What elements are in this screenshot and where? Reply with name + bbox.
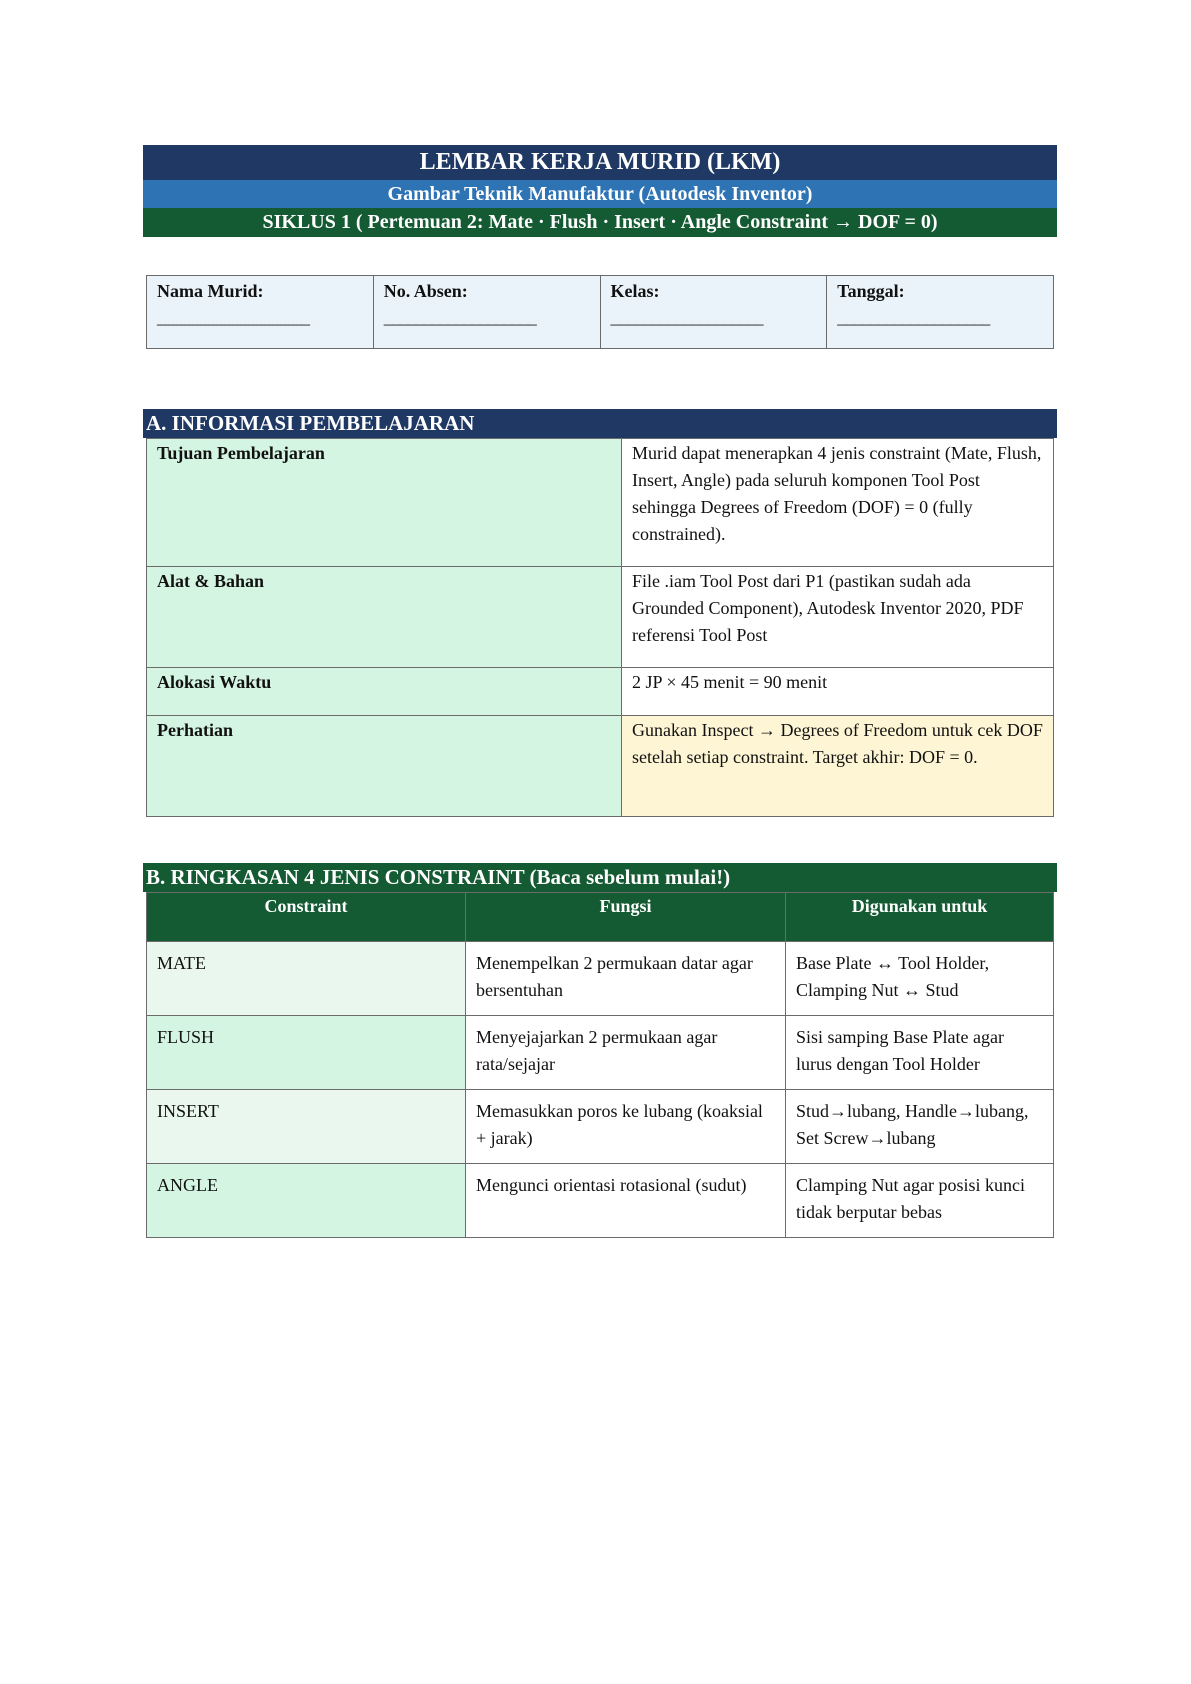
constraint-usage: Clamping Nut agar posisi kunci tidak berputar bebas [786, 1164, 1054, 1238]
constraint-name: FLUSH [147, 1016, 466, 1090]
table-row [147, 439, 1054, 567]
constraint-name: MATE [147, 942, 466, 1016]
field-label: Nama Murid: [157, 281, 264, 301]
fill-line: ___________________ [157, 307, 309, 327]
table-row [147, 1164, 1054, 1238]
field-label: No. Absen: [383, 281, 468, 301]
constraint-function: Memasukkan poros ke lubang (koaksial + jarak) [466, 1090, 786, 1164]
info-value-warning: Gunakan Inspect → Degrees of Freedom untuk cek DOF setelah setiap constraint. Target akhir: DOF = 0. [622, 716, 1054, 817]
field-class[interactable] [600, 276, 827, 349]
info-key: Perhatian [147, 716, 622, 817]
section-a-title: A. INFORMASI PEMBELAJARAN [143, 409, 1057, 438]
worksheet [143, 145, 1057, 1238]
column-header-function: Fungsi [466, 893, 786, 942]
field-attendance-number[interactable] [373, 276, 600, 349]
field-label: Kelas: [610, 281, 660, 301]
info-value: File .iam Tool Post dari P1 (pastikan sudah ada Grounded Component), Autodesk Inventor 2020, PDF referensi Tool Post [622, 567, 1054, 668]
constraint-usage: Base Plate ↔ Tool Holder, Clamping Nut ↔ Stud [786, 942, 1054, 1016]
table-header-row [147, 893, 1054, 942]
constraint-usage: Sisi samping Base Plate agar lurus dengan Tool Holder [786, 1016, 1054, 1090]
info-value: 2 JP × 45 menit = 90 menit [622, 668, 1054, 716]
field-label: Tanggal: [837, 281, 905, 301]
constraint-name: INSERT [147, 1090, 466, 1164]
constraint-usage: Stud→lubang, Handle→lubang, Set Screw→lubang [786, 1090, 1054, 1164]
table-row [147, 668, 1054, 716]
constraint-function: Menempelkan 2 permukaan datar agar bersentuhan [466, 942, 786, 1016]
constraint-function: Menyejajarkan 2 permukaan agar rata/sejajar [466, 1016, 786, 1090]
worksheet-title: LEMBAR KERJA MURID (LKM) [143, 145, 1057, 180]
learning-info-table [146, 438, 1054, 817]
fill-line: ___________________ [610, 307, 763, 327]
section-b-title: B. RINGKASAN 4 JENIS CONSTRAINT (Baca sebelum mulai!) [143, 863, 1057, 892]
table-row [147, 1090, 1054, 1164]
table-row [147, 1016, 1054, 1090]
table-row [147, 942, 1054, 1016]
info-value: Murid dapat menerapkan 4 jenis constraint (Mate, Flush, Insert, Angle) pada seluruh komponen Tool Post sehingga Degrees of Freedom (DOF) = 0 (fully constrained). [622, 439, 1054, 567]
constraint-function: Mengunci orientasi rotasional (sudut) [466, 1164, 786, 1238]
field-student-name[interactable] [147, 276, 374, 349]
info-key: Alat & Bahan [147, 567, 622, 668]
column-header-usage: Digunakan untuk [786, 893, 1054, 942]
worksheet-subtitle: Gambar Teknik Manufaktur (Autodesk Inventor) [143, 180, 1057, 208]
column-header-constraint: Constraint [147, 893, 466, 942]
info-key: Tujuan Pembelajaran [147, 439, 622, 567]
fill-line: ___________________ [837, 307, 990, 327]
field-date[interactable] [827, 276, 1054, 349]
constraint-summary-table [146, 892, 1054, 1238]
student-info-table [146, 275, 1054, 349]
constraint-name: ANGLE [147, 1164, 466, 1238]
cycle-banner: SIKLUS 1 ( Pertemuan 2: Mate · Flush · Insert · Angle Constraint → DOF = 0) [143, 208, 1057, 237]
table-row [147, 716, 1054, 817]
table-row [147, 567, 1054, 668]
fill-line: ___________________ [383, 307, 536, 327]
info-key: Alokasi Waktu [147, 668, 622, 716]
